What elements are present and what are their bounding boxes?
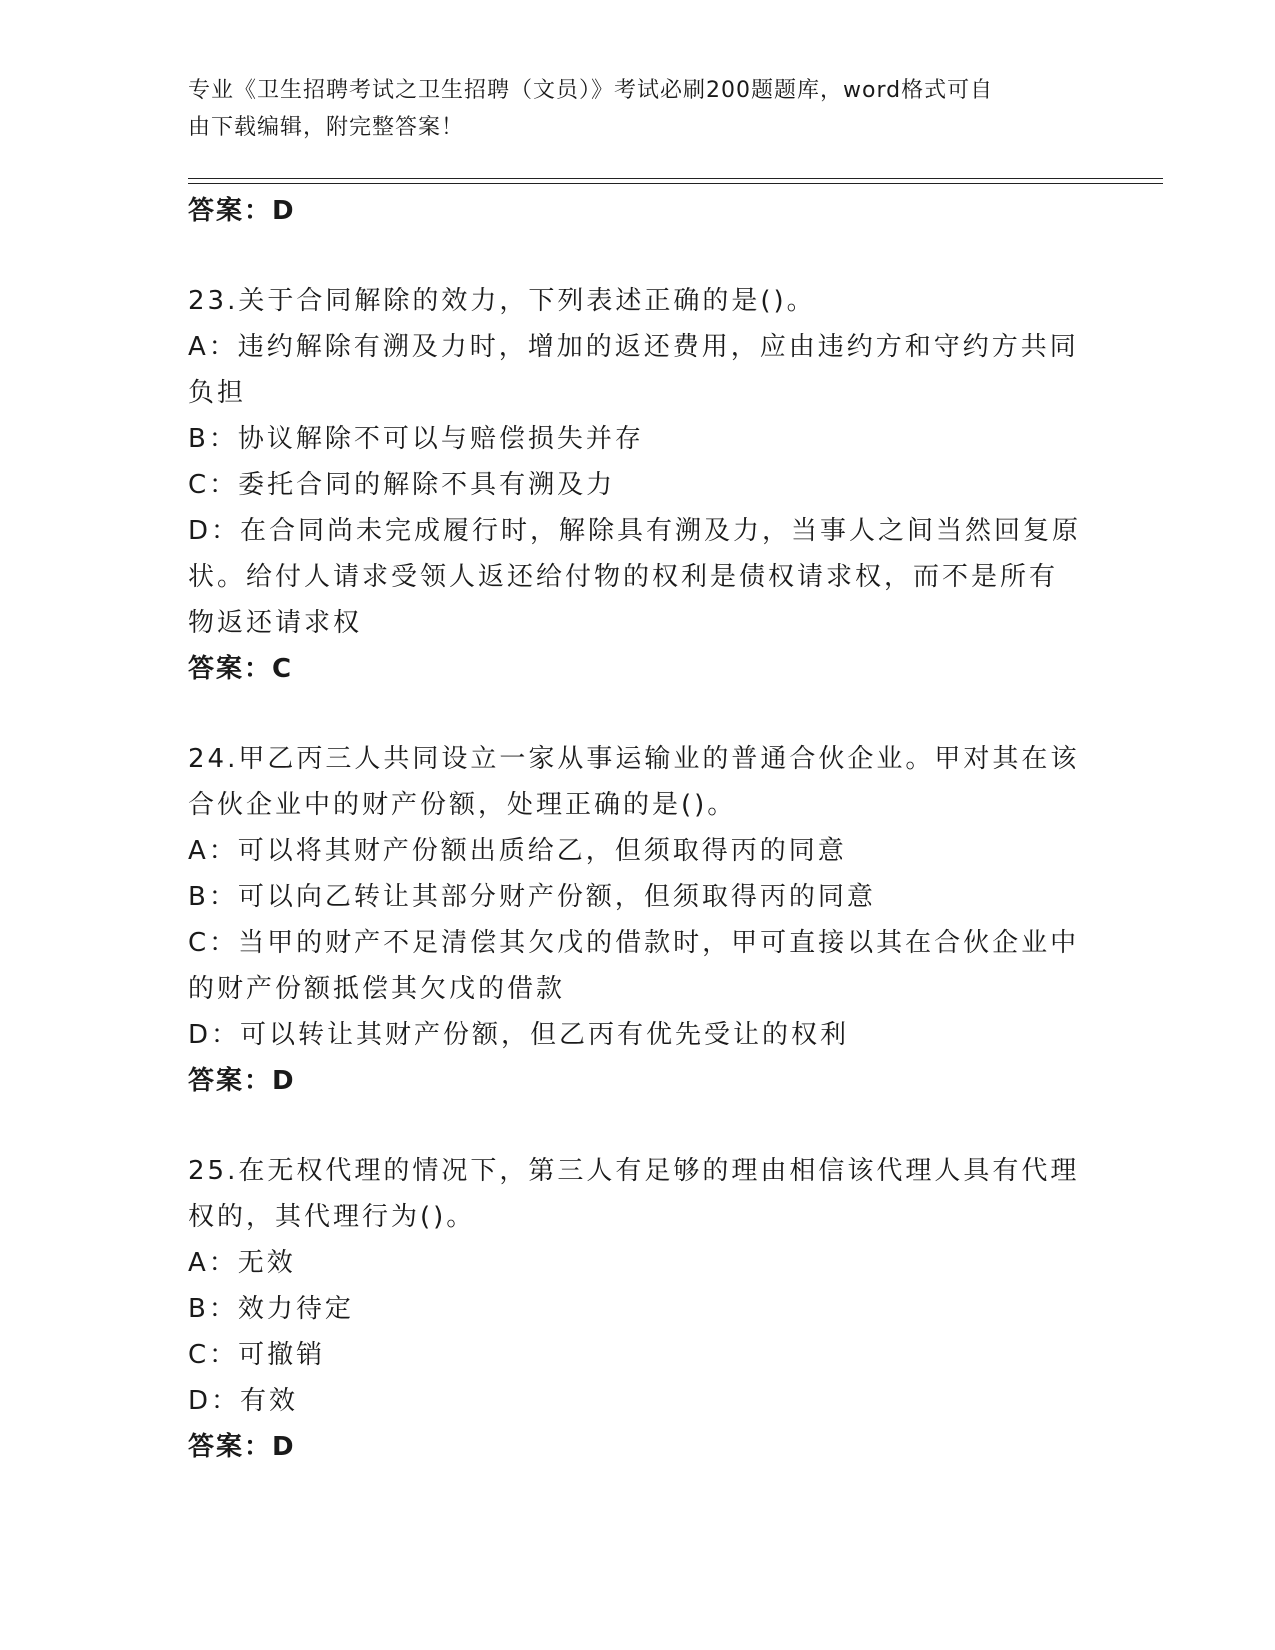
- option-b: B：可以向乙转让其部分财产份额，但须取得丙的同意: [188, 882, 876, 912]
- option-c: C：委托合同的解除不具有溯及力: [188, 470, 616, 500]
- question-list: [188, 188, 1088, 1470]
- option-c-cont: 的财产份额抵偿其欠戊的借款: [188, 974, 566, 1004]
- option-d-cont-2: 物返还请求权: [188, 608, 363, 638]
- question-stem-cont: 权的，其代理行为()。: [188, 1202, 476, 1232]
- option-c: C：当甲的财产不足清偿其欠戊的借款时，甲可直接以其在合伙企业中: [188, 928, 1080, 958]
- option-d: D：在合同尚未完成履行时，解除具有溯及力，当事人之间当然回复原: [188, 516, 1082, 546]
- answer: 答案：D: [188, 1432, 296, 1462]
- option-b: B：协议解除不可以与赔偿损失并存: [188, 424, 644, 454]
- question-stem-cont: 合伙企业中的财产份额，处理正确的是()。: [188, 790, 737, 820]
- question-stem: 24.甲乙丙三人共同设立一家从事运输业的普通合伙企业。甲对其在该: [188, 744, 1080, 774]
- option-b: B：效力待定: [188, 1294, 354, 1324]
- question-23: [188, 278, 1088, 692]
- option-c: C：可撤销: [188, 1340, 326, 1370]
- document-header: [188, 72, 1088, 146]
- question-stem: 25.在无权代理的情况下，第三人有足够的理由相信该代理人具有代理: [188, 1156, 1080, 1186]
- header-line-2: 由下载编辑，附完整答案！: [188, 115, 465, 140]
- header-divider: [188, 178, 1163, 184]
- option-a: A：无效: [188, 1248, 296, 1278]
- answer: 答案：C: [188, 654, 294, 684]
- option-a: A：违约解除有溯及力时，增加的返还费用，应由违约方和守约方共同: [188, 332, 1079, 362]
- header-line-1: 专业《卫生招聘考试之卫生招聘（文员）》考试必刷200题题库，word格式可自: [188, 78, 994, 103]
- previous-answer: 答案：D: [188, 196, 296, 226]
- question-24: [188, 736, 1088, 1104]
- option-d: D：有效: [188, 1386, 299, 1416]
- question-stem: 23.关于合同解除的效力，下列表述正确的是()。: [188, 286, 816, 316]
- answer: 答案：D: [188, 1066, 296, 1096]
- option-d: D：可以转让其财产份额，但乙丙有优先受让的权利: [188, 1020, 850, 1050]
- option-a-cont: 负担: [188, 378, 247, 408]
- option-a: A：可以将其财产份额出质给乙，但须取得丙的同意: [188, 836, 847, 866]
- option-d-cont-1: 状。给付人请求受领人返还给付物的权利是债权请求权，而不是所有: [188, 562, 1059, 592]
- question-25: [188, 1148, 1088, 1470]
